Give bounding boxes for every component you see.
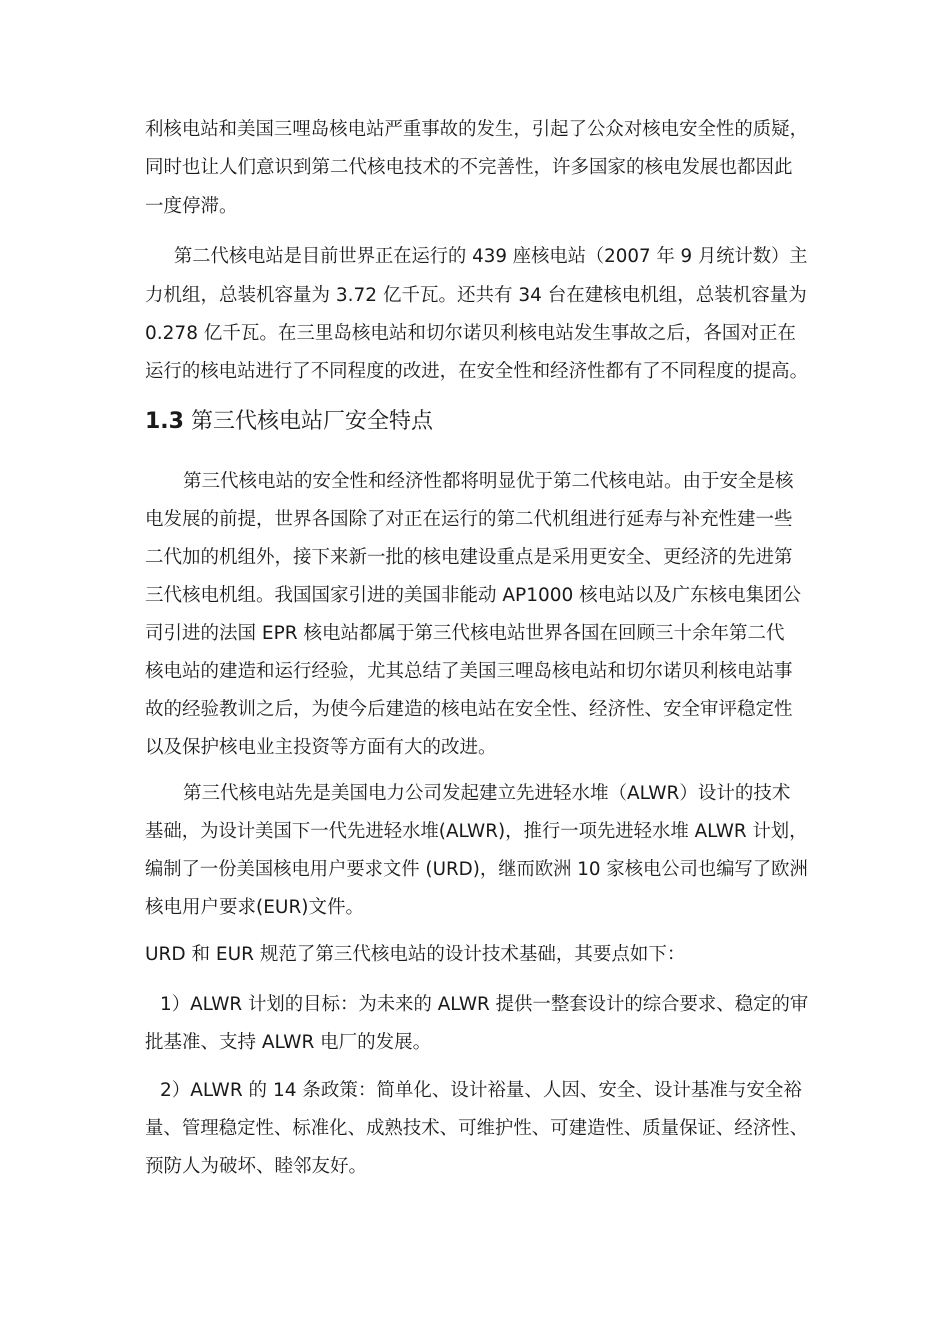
list-item-line: 2）ALWR 的 14 条政策：简单化、设计裕量、人因、安全、设计基准与安全裕 [160, 1080, 802, 1101]
paragraph-line: 电发展的前提，世界各国除了对正在运行的第二代机组进行延寿与补充性建一些 [145, 509, 793, 530]
paragraph-line: 以及保护核电业主投资等方面有大的改进。 [145, 737, 497, 758]
list-item-line: 量、管理稳定性、标准化、成熟技术、可维护性、可建造性、质量保证、经济性、 [145, 1118, 809, 1139]
paragraph-line: 司引进的法国 EPR 核电站都属于第三代核电站世界各国在回顾三十余年第二代 [145, 623, 785, 644]
paragraph-line: 故的经验教训之后，为使今后建造的核电站在安全性、经济性、安全审评稳定性 [145, 699, 793, 720]
paragraph-line: URD 和 EUR 规范了第三代核电站的设计技术基础，其要点如下： [145, 944, 686, 965]
paragraph-line: 基础，为设计美国下一代先进轻水堆(ALWR)，推行一项先进轻水堆 ALWR 计划， [145, 821, 808, 842]
list-item-line: 预防人为破坏、睦邻友好。 [145, 1156, 368, 1177]
paragraph-line: 一度停滞。 [145, 196, 238, 217]
paragraph-line: 核电用户要求(EUR)文件。 [145, 897, 365, 918]
paragraph-line: 核电站的建造和运行经验，尤其总结了美国三哩岛核电站和切尔诺贝利核电站事 [145, 661, 793, 682]
paragraph-line: 第三代核电站先是美国电力公司发起建立先进轻水堆（ALWR）设计的技术 [183, 783, 791, 804]
list-item-line: 批基准、支持 ALWR 电厂的发展。 [145, 1032, 432, 1053]
section-title: 第三代核电站厂安全特点 [190, 409, 433, 434]
paragraph-line: 0.278 亿千瓦。在三里岛核电站和切尔诺贝利核电站发生事故之后，各国对正在 [145, 323, 796, 344]
paragraph-line: 力机组，总装机容量为 3.72 亿千瓦。还共有 34 台在建核电机组，总装机容量为 [145, 285, 807, 306]
paragraph-line: 第二代核电站是目前世界正在运行的 439 座核电站（2007 年 9 月统计数）主 [174, 246, 808, 267]
paragraph-line: 同时也让人们意识到第二代核电技术的不完善性，许多国家的核电发展也都因此 [145, 157, 793, 178]
paragraph-line: 二代加的机组外，接下来新一批的核电建设重点是采用更安全、更经济的先进第 [145, 547, 793, 568]
paragraph-line: 利核电站和美国三哩岛核电站严重事故的发生，引起了公众对核电安全性的质疑， [145, 119, 809, 140]
paragraph-line: 编制了一份美国核电用户要求文件 (URD)，继而欧洲 10 家核电公司也编写了欧洲 [145, 859, 808, 880]
section-number: 1.3 [145, 409, 184, 434]
section-heading [145, 407, 433, 437]
paragraph-line: 三代核电机组。我国国家引进的美国非能动 AP1000 核电站以及广东核电集团公 [145, 585, 802, 606]
paragraph-line: 第三代核电站的安全性和经济性都将明显优于第二代核电站。由于安全是核 [183, 471, 794, 492]
list-item-line: 1）ALWR 计划的目标：为未来的 ALWR 提供一整套设计的综合要求、稳定的审 [160, 994, 809, 1015]
paragraph-line: 运行的核电站进行了不同程度的改进，在安全性和经济性都有了不同程度的提高。 [145, 361, 809, 382]
